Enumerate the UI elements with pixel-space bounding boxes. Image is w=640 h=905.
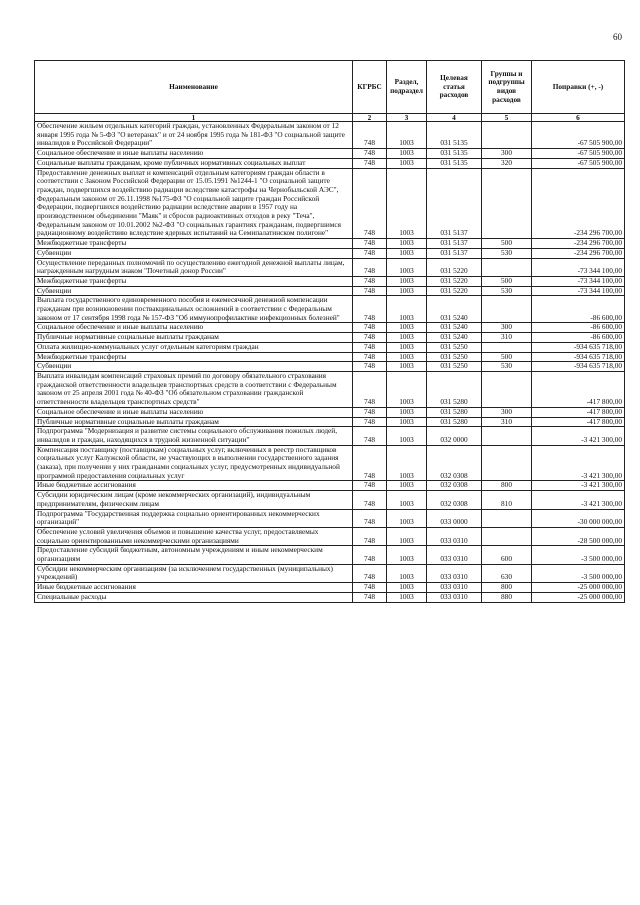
row-target: 031 5135 xyxy=(427,149,482,159)
row-target: 033 0310 xyxy=(427,546,482,564)
row-kgrbs: 748 xyxy=(353,258,387,276)
row-amount: -3 421 300,00 xyxy=(532,445,625,481)
row-kgrbs: 748 xyxy=(353,546,387,564)
row-expense-group: 500 xyxy=(482,276,532,286)
row-kgrbs: 748 xyxy=(353,286,387,296)
row-section: 1003 xyxy=(387,445,427,481)
row-section: 1003 xyxy=(387,286,427,296)
row-section: 1003 xyxy=(387,239,427,249)
row-expense-group: 300 xyxy=(482,323,532,333)
row-section: 1003 xyxy=(387,592,427,602)
table-row xyxy=(35,168,625,239)
table-row xyxy=(35,248,625,258)
row-section: 1003 xyxy=(387,158,427,168)
row-section: 1003 xyxy=(387,276,427,286)
row-expense-group xyxy=(482,427,532,445)
row-target: 033 0310 xyxy=(427,527,482,545)
table-row xyxy=(35,427,625,445)
row-kgrbs: 748 xyxy=(353,276,387,286)
row-target: 031 5220 xyxy=(427,286,482,296)
row-name: Субсидии некоммерческим организациям (за исключением государственных (муниципальных) учреждений) xyxy=(35,564,353,582)
row-target: 032 0308 xyxy=(427,481,482,491)
row-name: Подпрограмма "Модернизация и развитие системы социального обслуживания пожилых людей, инвалидов и граждан, находящихся в трудной жизненной ситуации" xyxy=(35,427,353,445)
table-row xyxy=(35,149,625,159)
row-target: 031 5250 xyxy=(427,342,482,352)
row-target: 031 5220 xyxy=(427,258,482,276)
header-kgrbs: КГРБС xyxy=(353,61,387,114)
row-section: 1003 xyxy=(387,333,427,343)
row-name: Компенсация поставщику (поставщикам) социальных услуг, включенных в реестр поставщиков социальных услуг Калужской области, не участвующих в выполнении государственного задания (заказа), при получении у них гражданами социальных услуг, предусмотренных индивидуальной программой предоставления социальных услуг xyxy=(35,445,353,481)
row-expense-group: 630 xyxy=(482,564,532,582)
row-section: 1003 xyxy=(387,427,427,445)
row-amount: -234 296 700,00 xyxy=(532,248,625,258)
row-section: 1003 xyxy=(387,352,427,362)
row-section: 1003 xyxy=(387,258,427,276)
row-target: 032 0308 xyxy=(427,445,482,481)
row-kgrbs: 748 xyxy=(353,158,387,168)
column-number: 3 xyxy=(387,114,427,122)
row-expense-group: 320 xyxy=(482,158,532,168)
row-expense-group: 300 xyxy=(482,149,532,159)
row-name: Социальное обеспечение и иные выплаты населению xyxy=(35,149,353,159)
row-section: 1003 xyxy=(387,122,427,149)
row-amount: -934 635 718,00 xyxy=(532,342,625,352)
row-name: Предоставление денежных выплат и компенсаций отдельным категориям граждан области в соответствии с Законом Российской Федерации от 15.05.1991 №1244-1 "О социальной защите граждан, подвергшихся воздействию радиации вследствие катастрофы на Чернобыльской АЭС", Федеральным законом от 26.11.1998 №175-ФЗ "О социальной защите граждан Российской Федерации, подвергшихся воздействию радиации вследствие аварии в 1957 году на производственном объединении "Маяк" и сбросов радиоактивных отходов в реку "Теча", Федеральным законом от 10.01.2002 №2-ФЗ "О социальных гарантиях гражданам, подвергшимся радиационному воздействию вследствие ядерных испытаний на Семипалатинском полигоне" xyxy=(35,168,353,239)
row-kgrbs: 748 xyxy=(353,352,387,362)
row-amount: -934 635 718,00 xyxy=(532,362,625,372)
row-amount: -67 505 900,00 xyxy=(532,158,625,168)
row-section: 1003 xyxy=(387,417,427,427)
row-target: 031 5250 xyxy=(427,362,482,372)
row-expense-group: 530 xyxy=(482,286,532,296)
row-kgrbs: 748 xyxy=(353,445,387,481)
row-expense-group xyxy=(482,168,532,239)
row-expense-group xyxy=(482,122,532,149)
row-amount: -3 421 300,00 xyxy=(532,481,625,491)
table-row xyxy=(35,445,625,481)
row-name: Субвенции xyxy=(35,362,353,372)
row-name: Подпрограмма "Государственная поддержка социально ориентированных некоммерческих организаций" xyxy=(35,509,353,527)
row-target: 031 5220 xyxy=(427,276,482,286)
row-amount: -417 800,00 xyxy=(532,417,625,427)
row-target: 033 0310 xyxy=(427,592,482,602)
row-kgrbs: 748 xyxy=(353,362,387,372)
row-amount: -417 800,00 xyxy=(532,371,625,407)
row-name: Иные бюджетные ассигнования xyxy=(35,481,353,491)
row-expense-group: 800 xyxy=(482,481,532,491)
row-name: Социальное обеспечение и иные выплаты населению xyxy=(35,323,353,333)
row-kgrbs: 748 xyxy=(353,527,387,545)
row-name: Специальные расходы xyxy=(35,592,353,602)
row-section: 1003 xyxy=(387,546,427,564)
row-amount: -234 296 700,00 xyxy=(532,168,625,239)
row-amount: -73 344 100,00 xyxy=(532,258,625,276)
row-kgrbs: 748 xyxy=(353,481,387,491)
row-expense-group: 500 xyxy=(482,352,532,362)
row-kgrbs: 748 xyxy=(353,342,387,352)
row-target: 032 0308 xyxy=(427,491,482,509)
table-row xyxy=(35,276,625,286)
row-kgrbs: 748 xyxy=(353,239,387,249)
row-target: 031 5137 xyxy=(427,239,482,249)
table-row xyxy=(35,122,625,149)
row-kgrbs: 748 xyxy=(353,333,387,343)
table-row xyxy=(35,564,625,582)
table-row xyxy=(35,296,625,323)
row-section: 1003 xyxy=(387,149,427,159)
row-kgrbs: 748 xyxy=(353,323,387,333)
row-amount: -25 000 000,00 xyxy=(532,583,625,593)
table-row xyxy=(35,333,625,343)
row-kgrbs: 748 xyxy=(353,491,387,509)
header-expense-groups: Группы и подгруппы видов расходов xyxy=(482,61,532,114)
table-row xyxy=(35,583,625,593)
row-target: 033 0310 xyxy=(427,564,482,582)
row-amount: -234 296 700,00 xyxy=(532,239,625,249)
row-section: 1003 xyxy=(387,583,427,593)
header-target: Целевая статья расходов xyxy=(427,61,482,114)
row-expense-group: 530 xyxy=(482,248,532,258)
row-name: Иные бюджетные ассигнования xyxy=(35,583,353,593)
column-number: 6 xyxy=(532,114,625,122)
row-name: Субсидии юридическим лицам (кроме некоммерческих организаций), индивидуальным предпринимателям, физическим лицам xyxy=(35,491,353,509)
row-kgrbs: 748 xyxy=(353,427,387,445)
row-kgrbs: 748 xyxy=(353,248,387,258)
row-expense-group: 800 xyxy=(482,583,532,593)
row-target: 031 5250 xyxy=(427,352,482,362)
row-amount: -86 600,00 xyxy=(532,333,625,343)
table-row xyxy=(35,592,625,602)
row-amount: -67 505 900,00 xyxy=(532,122,625,149)
row-kgrbs: 748 xyxy=(353,417,387,427)
row-name: Осуществление переданных полномочий по осуществлению ежегодной денежной выплаты лицам, награжденным нагрудным знаком "Почетный донор России" xyxy=(35,258,353,276)
row-amount: -30 000 000,00 xyxy=(532,509,625,527)
row-target: 031 5240 xyxy=(427,296,482,323)
row-amount: -86 600,00 xyxy=(532,296,625,323)
row-expense-group: 600 xyxy=(482,546,532,564)
row-target: 031 5280 xyxy=(427,407,482,417)
row-section: 1003 xyxy=(387,509,427,527)
table-row xyxy=(35,546,625,564)
row-expense-group xyxy=(482,371,532,407)
row-amount: -3 500 000,00 xyxy=(532,546,625,564)
header-section: Раздел, подраздел xyxy=(387,61,427,114)
row-amount: -3 421 300,00 xyxy=(532,427,625,445)
row-target: 031 5137 xyxy=(427,168,482,239)
row-section: 1003 xyxy=(387,296,427,323)
row-name: Предоставление субсидий бюджетным, автономным учреждениям и иным некоммерческим организациям xyxy=(35,546,353,564)
row-expense-group: 500 xyxy=(482,239,532,249)
table-row xyxy=(35,407,625,417)
table-row xyxy=(35,342,625,352)
column-number: 4 xyxy=(427,114,482,122)
row-section: 1003 xyxy=(387,564,427,582)
row-section: 1003 xyxy=(387,371,427,407)
row-kgrbs: 748 xyxy=(353,583,387,593)
row-expense-group xyxy=(482,258,532,276)
row-section: 1003 xyxy=(387,362,427,372)
row-section: 1003 xyxy=(387,168,427,239)
row-target: 031 5280 xyxy=(427,371,482,407)
row-target: 033 0000 xyxy=(427,509,482,527)
row-target: 031 5137 xyxy=(427,248,482,258)
row-name: Обеспечение жильем отдельных категорий граждан, установленных Федеральным законом от 12 января 1995 года № 5-ФЗ "О ветеранах" и от 24 ноября 1995 года № 181-ФЗ "О социальной защите инвалидов в Российской Федерации" xyxy=(35,122,353,149)
row-kgrbs: 748 xyxy=(353,296,387,323)
budget-table xyxy=(34,60,625,603)
row-kgrbs: 748 xyxy=(353,149,387,159)
row-target: 033 0310 xyxy=(427,583,482,593)
table-row xyxy=(35,371,625,407)
row-target: 031 5135 xyxy=(427,122,482,149)
row-target: 031 5240 xyxy=(427,333,482,343)
row-amount: -86 600,00 xyxy=(532,323,625,333)
row-amount: -73 344 100,00 xyxy=(532,286,625,296)
row-section: 1003 xyxy=(387,342,427,352)
page-number: 60 xyxy=(613,32,622,42)
row-section: 1003 xyxy=(387,527,427,545)
row-kgrbs: 748 xyxy=(353,371,387,407)
row-name: Оплата жилищно-коммунальных услуг отдельным категориям граждан xyxy=(35,342,353,352)
row-expense-group xyxy=(482,342,532,352)
row-expense-group xyxy=(482,445,532,481)
row-name: Выплата инвалидам компенсаций страховых премий по договору обязательного страхования гражданской ответственности владельцев транспортных средств в соответствии с Федеральным законом от 25 апреля 2001 года № 40-ФЗ "Об обязательном страховании гражданской ответственности владельцев транспортных средств" xyxy=(35,371,353,407)
row-expense-group xyxy=(482,527,532,545)
row-kgrbs: 748 xyxy=(353,168,387,239)
row-kgrbs: 748 xyxy=(353,592,387,602)
row-expense-group: 530 xyxy=(482,362,532,372)
table-row xyxy=(35,258,625,276)
row-section: 1003 xyxy=(387,323,427,333)
row-name: Субвенции xyxy=(35,286,353,296)
column-number: 5 xyxy=(482,114,532,122)
row-name: Субвенции xyxy=(35,248,353,258)
row-amount: -67 505 900,00 xyxy=(532,149,625,159)
row-target: 031 5240 xyxy=(427,323,482,333)
row-name: Межбюджетные трансферты xyxy=(35,239,353,249)
row-amount: -417 800,00 xyxy=(532,407,625,417)
row-name: Социальное обеспечение и иные выплаты населению xyxy=(35,407,353,417)
row-kgrbs: 748 xyxy=(353,407,387,417)
row-kgrbs: 748 xyxy=(353,564,387,582)
row-section: 1003 xyxy=(387,491,427,509)
table-row xyxy=(35,527,625,545)
row-section: 1003 xyxy=(387,248,427,258)
table-row xyxy=(35,239,625,249)
header-amendments: Поправки (+, -) xyxy=(532,61,625,114)
row-kgrbs: 748 xyxy=(353,122,387,149)
row-kgrbs: 748 xyxy=(353,509,387,527)
row-name: Обеспечение условий увеличения объемов и повышение качества услуг, предоставляемых социально ориентированными некоммерческими организациями xyxy=(35,527,353,545)
row-amount: -3 500 000,00 xyxy=(532,564,625,582)
row-name: Межбюджетные трансферты xyxy=(35,352,353,362)
table-row xyxy=(35,352,625,362)
table-row xyxy=(35,158,625,168)
row-expense-group: 880 xyxy=(482,592,532,602)
row-expense-group: 310 xyxy=(482,417,532,427)
row-expense-group: 310 xyxy=(482,333,532,343)
row-expense-group: 300 xyxy=(482,407,532,417)
column-number: 1 xyxy=(35,114,353,122)
row-name: Выплата государственного единовременного пособия и ежемесячной денежной компенсации гражданам при возникновении поствакцинальных осложнений в соответствии с Федеральным законом от 17 сентября 1998 года № 157-ФЗ "Об иммунопрофилактике инфекционных болезней" xyxy=(35,296,353,323)
row-amount: -934 635 718,00 xyxy=(532,352,625,362)
row-name: Публичные нормативные социальные выплаты гражданам xyxy=(35,333,353,343)
row-amount: -25 000 000,00 xyxy=(532,592,625,602)
row-target: 031 5280 xyxy=(427,417,482,427)
row-section: 1003 xyxy=(387,481,427,491)
row-expense-group: 810 xyxy=(482,491,532,509)
row-amount: -28 500 000,00 xyxy=(532,527,625,545)
table-row xyxy=(35,491,625,509)
row-target: 031 5135 xyxy=(427,158,482,168)
row-target: 032 0000 xyxy=(427,427,482,445)
row-expense-group xyxy=(482,296,532,323)
row-expense-group xyxy=(482,509,532,527)
row-name: Публичные нормативные социальные выплаты гражданам xyxy=(35,417,353,427)
row-amount: -3 421 300,00 xyxy=(532,491,625,509)
table-row xyxy=(35,509,625,527)
column-number: 2 xyxy=(353,114,387,122)
header-name: Наименование xyxy=(35,61,353,114)
row-amount: -73 344 100,00 xyxy=(532,276,625,286)
row-name: Межбюджетные трансферты xyxy=(35,276,353,286)
table-body xyxy=(35,122,625,603)
row-name: Социальные выплаты гражданам, кроме публичных нормативных социальных выплат xyxy=(35,158,353,168)
row-section: 1003 xyxy=(387,407,427,417)
